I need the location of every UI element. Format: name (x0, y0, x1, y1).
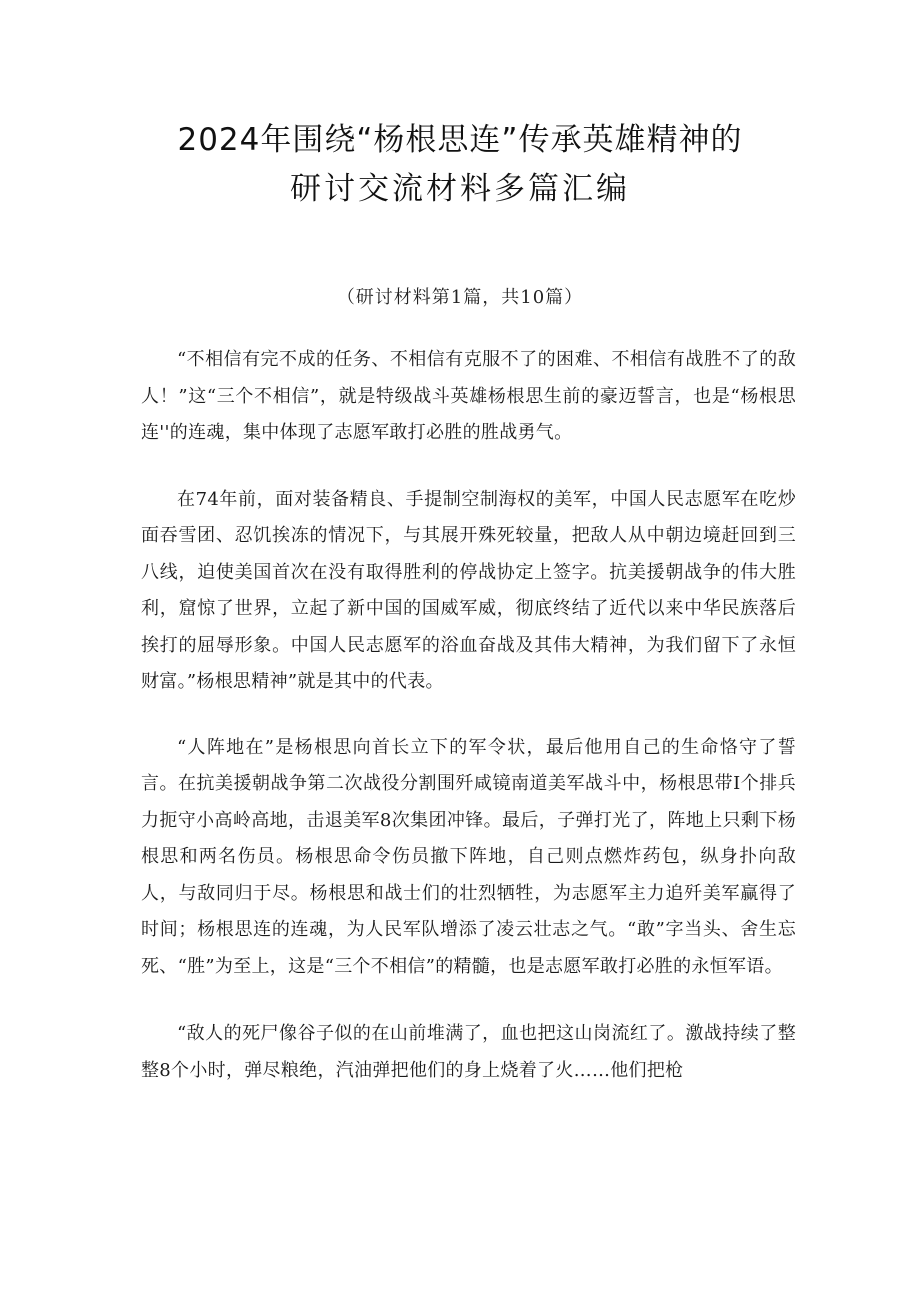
document-title-line-1: 2024年围绕“杨根思连”传承英雄精神的 (177, 122, 743, 158)
paragraph: “不相信有完不成的任务、不相信有克服不了的困难、不相信有战胜不了的敌人！”这“三个不相信”，就是特级战斗英雄杨根思生前的豪迈誓言，也是“杨根思连''的连魂，集中体现了志愿军敢打必胜的胜战勇气。 (141, 349, 796, 443)
document-body (141, 342, 796, 1119)
document-title-line-2: 研讨交流材料多篇汇编 (290, 171, 630, 207)
paragraph: “人阵地在”是杨根思向首长立下的军令状，最后他用自己的生命恪守了誓言。在抗美援朝战争第二次战役分割围歼咸镜南道美军战斗中，杨根思带I个排兵力扼守小高岭高地，击退美军8次集团冲锋。最后，子弹打光了，阵地上只剩下杨根思和两名伤员。杨根思命令伤员撤下阵地，自己则点燃炸药包，纵身扑向敌人，与敌同归于尽。杨根思和战士们的壮烈牺牲，为志愿军主力追歼美军赢得了时间；杨根思连的连魂，为人民军队增添了凌云壮志之气。“敢”字当头、舍生忘死、“胜”为至上，这是“三个不相信”的精髓，也是志愿军敢打必胜的永恒军语。 (141, 736, 796, 977)
paragraph: 在74年前，面对装备精良、手提制空制海权的美军，中国人民志愿军在吃炒面吞雪团、忍饥挨冻的情况下，与其展开殊死较量，把敌人从中朝边境赶回到三八线，迫使美国首次在没有取得胜利的停战协定上签字。抗美援朝战争的伟大胜利，窟惊了世界，立起了新中国的国威军威，彻底终结了近代以来中华民族落后挨打的屈辱形象。中国人民志愿军的浴血奋战及其伟大精神，为我们留下了永恒财富。”杨根思精神”就是其中的代表。 (141, 488, 796, 692)
paragraph: “敌人的死尸像谷子似的在山前堆满了，血也把这山岗流红了。激战持续了整整8个小时，弹尽粮绝，汽油弹把他们的身上烧着了火……他们把枪 (141, 1023, 796, 1081)
document-subtitle: （研讨材料第1篇，共10篇） (336, 287, 584, 308)
